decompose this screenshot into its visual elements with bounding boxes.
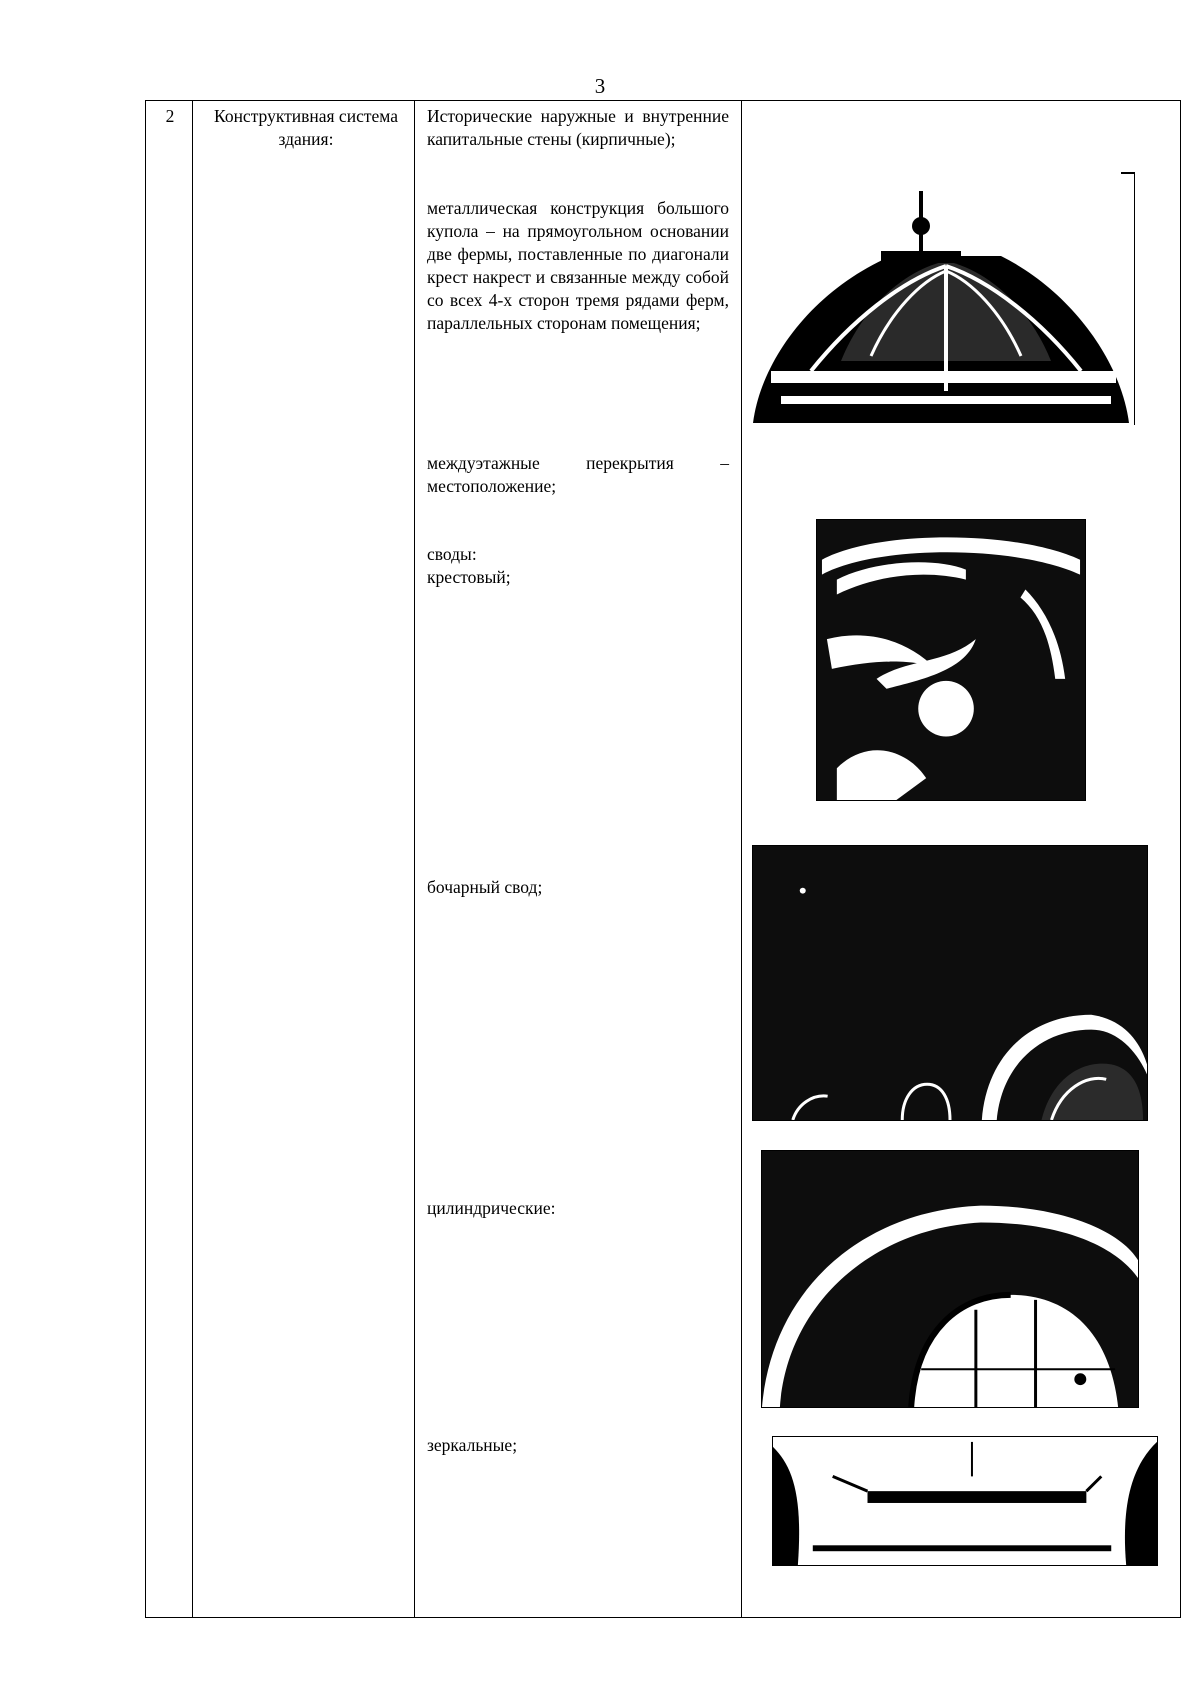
cylindrical-vault-photo	[761, 1150, 1139, 1408]
column-divider	[192, 101, 193, 1617]
column-divider	[741, 101, 742, 1617]
item-mirror: зеркальные;	[427, 1435, 518, 1455]
item-floors: междуэтажные перекрытия – местоположение;	[427, 453, 729, 496]
item-cross-vault: крестовый;	[427, 567, 511, 587]
dome-photo	[751, 171, 1135, 425]
mirror-vault-photo	[772, 1436, 1158, 1566]
column-divider	[414, 101, 415, 1617]
item-cylindrical: цилиндрические:	[427, 1198, 556, 1218]
row-number: 2	[165, 106, 175, 126]
barrel-vault-photo	[752, 845, 1148, 1121]
page-number: 3	[594, 74, 606, 98]
row-title: Конструктивная система здания:	[214, 106, 398, 149]
item-vaults: своды:	[427, 544, 477, 564]
item-dome-structure: металлическая конструкция большого купола – на прямоугольном основании две фермы, поставленные по диагонали крест накрест и связанные между собой со всех 4-х сторон тремя рядами ферм, параллельных сторонам помещения;	[427, 198, 729, 333]
item-barrel-vault: бочарный свод;	[427, 877, 543, 897]
item-walls: Исторические наружные и внутренние капитальные стены (кирпичные);	[427, 106, 729, 149]
document-table	[145, 100, 1181, 1618]
cross-vault-photo	[816, 519, 1086, 801]
